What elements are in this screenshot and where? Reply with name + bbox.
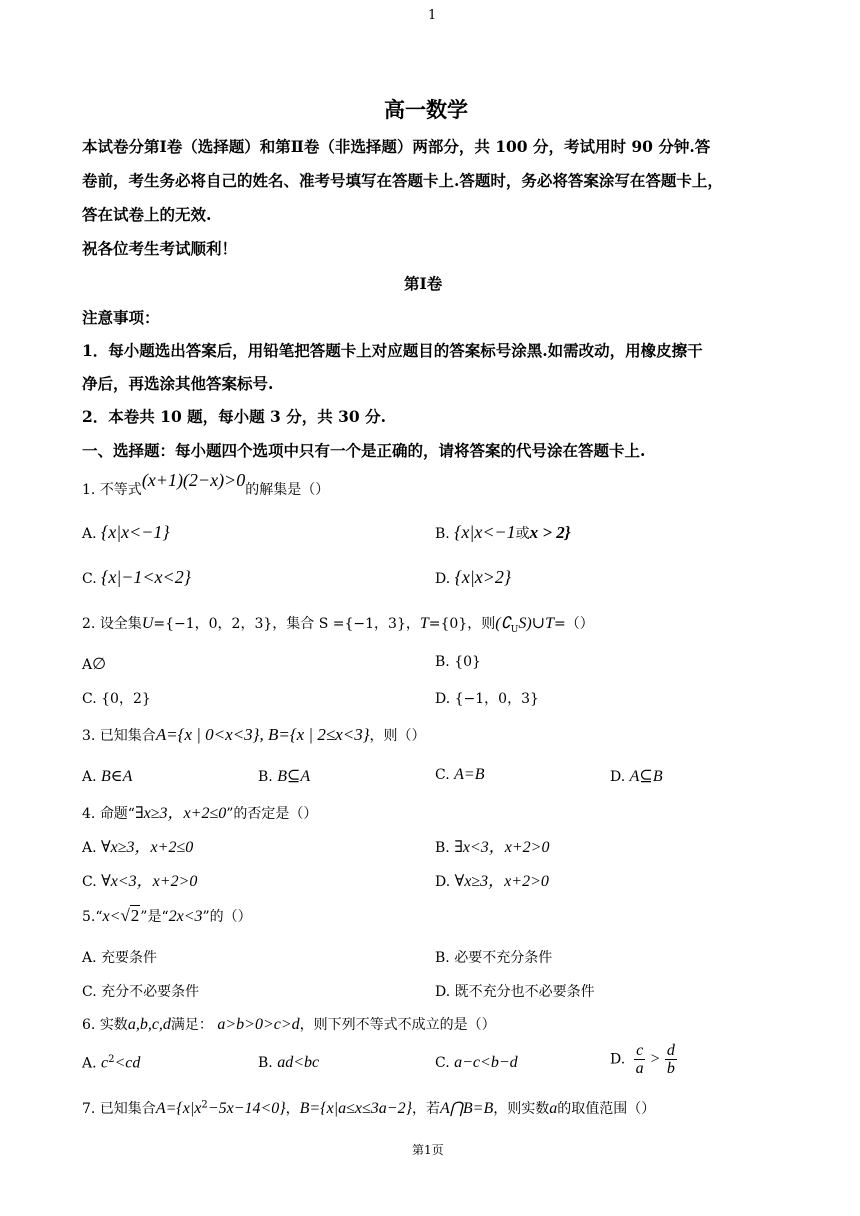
part1-heading: 一、选择题：每小题四个选项中只有一个是正确的，请将答案的代号涂在答题卡上. bbox=[82, 441, 646, 460]
question-2-option-a[interactable]: A∅ bbox=[82, 656, 107, 673]
intro-wish: 祝各位考生考试顺利！ bbox=[82, 239, 238, 258]
question-7-stem: 7. 已知集合$A=\{x|x^2-5x-14<0\}$，B={x|a≤x≤3a−2}，若A⋂B=B，则实数a的取值范围（） bbox=[82, 1099, 656, 1117]
question-4-option-d[interactable]: D. ∀x≥3，x+2>0 bbox=[435, 873, 549, 890]
question-1-option-c[interactable]: C. {x|−1<x<2} bbox=[82, 567, 191, 587]
question-6-option-a[interactable]: A. $c^2<cd$ bbox=[82, 1054, 141, 1072]
question-5-option-a[interactable]: A. 充要条件 bbox=[82, 950, 158, 966]
question-6-option-d[interactable]: D. $\frac{c}{a}$ > $\frac{d}{b}$ bbox=[610, 1042, 675, 1077]
question-2-option-c[interactable]: C. {0，2} bbox=[82, 691, 151, 707]
intro-line-3: 答在试卷上的无效. bbox=[82, 205, 212, 224]
question-5-stem: 5.“x<√2”是“2x<3”的（） bbox=[82, 906, 252, 925]
intro-line-1: 本试卷分第Ⅰ卷（选择题）和第Ⅱ卷（非选择题）两部分，共 100 分，考试用时 90 分钟.答 bbox=[82, 137, 711, 156]
question-5-option-c[interactable]: C. 充分不必要条件 bbox=[82, 984, 200, 1000]
section-title: 第Ⅰ卷 bbox=[404, 274, 443, 293]
intro-line-2: 卷前，考生务必将自己的姓名、准考号填写在答题卡上.答题时，务必将答案涂写在答题卡上， bbox=[82, 171, 723, 190]
question-4-option-c[interactable]: C. ∀x<3，x+2>0 bbox=[82, 873, 198, 890]
question-5-option-b[interactable]: B. 必要不充分条件 bbox=[435, 950, 553, 966]
question-3-option-d[interactable]: D. A⊆B bbox=[610, 768, 663, 785]
notes-heading: 注意事项： bbox=[82, 308, 160, 327]
page-footer: 第1页 bbox=[412, 1143, 444, 1157]
question-4-option-a[interactable]: A. ∀x≥3，x+2≤0 bbox=[82, 839, 194, 856]
note-1-line-1: 1．每小题选出答案后，用铅笔把答题卡上对应题目的答案标号涂黑.如需改动，用橡皮擦干 bbox=[82, 341, 703, 360]
question-6-stem: 6. 实数a,b,c,d满足： a>b>0>c>d，则下列不等式不成立的是（） bbox=[82, 1016, 496, 1033]
question-2-option-b[interactable]: B. {0} bbox=[435, 654, 481, 670]
question-2-stem: 2. 设全集U={−1，0，2，3}，集合 S ={−1，3}，T={0}，则$(∁_US)\cup T=()$ bbox=[82, 615, 594, 635]
question-6-option-c[interactable]: C. a−c<b−d bbox=[435, 1054, 518, 1071]
sqrt-radicand: 2 bbox=[130, 906, 140, 925]
question-4-option-b[interactable]: B. ∃x<3，x+2>0 bbox=[435, 839, 550, 856]
question-6-option-b[interactable]: B. ad<bc bbox=[258, 1054, 320, 1071]
question-3-stem: 3. 已知集合A={x | 0<x<3}, B={x | 2≤x<3}，则（） bbox=[82, 725, 426, 744]
question-3-option-b[interactable]: B. B⊆A bbox=[258, 768, 311, 785]
question-2-option-d[interactable]: D. {−1，0，3} bbox=[435, 691, 539, 707]
question-1-option-b[interactable]: B. {x|x<−1或x > 2} bbox=[435, 522, 571, 542]
fraction-c-over-a: $\frac{c}{a}$ bbox=[635, 1042, 644, 1077]
note-2: 2．本卷共 10 题，每小题 3 分，共 30 分. bbox=[82, 407, 386, 426]
question-1-option-a[interactable]: A. {x|x<−1} bbox=[82, 522, 170, 542]
page-title: 高一数学 bbox=[384, 97, 468, 122]
question-5-option-d[interactable]: D. 既不充分也不必要条件 bbox=[435, 984, 595, 1000]
page-number-top: 1 bbox=[428, 8, 437, 23]
question-4-stem: 4. 命题“∃x≥3，x+2≤0”的否定是（） bbox=[82, 805, 318, 822]
question-1-option-d[interactable]: D. {x|x>2} bbox=[435, 567, 512, 587]
fraction-d-over-b: $\frac{d}{b}$ bbox=[666, 1042, 675, 1077]
question-3-option-a[interactable]: A. B∈A bbox=[82, 768, 133, 785]
question-3-option-c[interactable]: C. A=B bbox=[435, 766, 485, 783]
note-1-line-2: 净后，再选涂其他答案标号. bbox=[82, 374, 274, 393]
question-1-stem: 1. 不等式(x+1)(2−x)>0的解集是（） bbox=[82, 470, 330, 498]
